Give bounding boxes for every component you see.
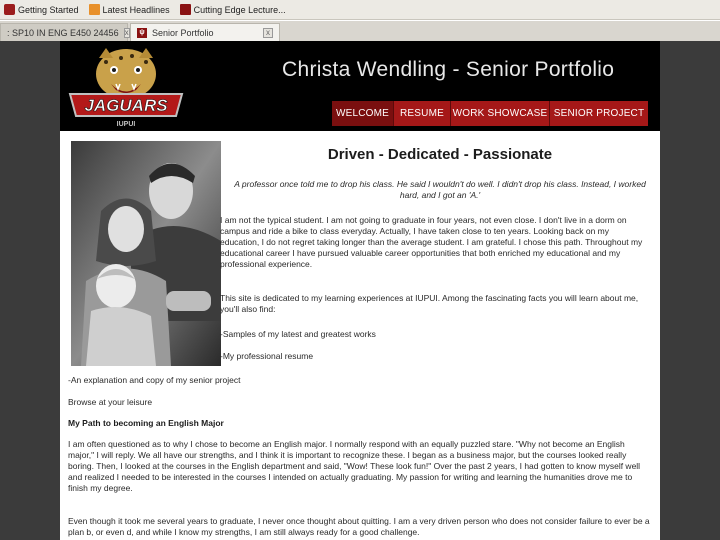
bookmark-cutting-edge[interactable] xyxy=(180,4,286,15)
nav-senior-project[interactable]: SENIOR PROJECT xyxy=(550,101,648,126)
jaguars-logo[interactable] xyxy=(66,44,186,130)
page-heading: Driven - Dedicated - Passionate xyxy=(327,146,553,163)
main-content xyxy=(60,131,660,540)
site-note-paragraph: This site is dedicated to my learning experiences at IUPUI. Among the fascinating facts you will learn about me, you'll also find: xyxy=(220,293,639,314)
main-nav xyxy=(332,101,648,126)
browse-note: Browse at your leisure xyxy=(68,397,153,407)
tab-close-icon[interactable]: x xyxy=(263,28,273,38)
browser-logo-icon xyxy=(4,4,15,15)
trident-favicon-icon: ψ xyxy=(137,28,147,38)
list-item: -Samples of my latest and greatest works xyxy=(220,329,376,339)
site-title: Christa Wendling - Senior Portfolio xyxy=(282,58,615,81)
logo-wordmark: JAGUARS xyxy=(84,96,168,115)
tab-label: Senior Portfolio xyxy=(152,27,214,38)
logo-subtext: IUPUI xyxy=(116,121,136,128)
nav-resume[interactable]: RESUME xyxy=(394,101,451,126)
site-header xyxy=(60,41,660,131)
tab-close-icon[interactable]: x xyxy=(124,27,129,37)
closing-paragraph: Even though it took me several years to graduate, I never once thought about quitting. I am a very driven person who does not consider failure to ever be a plan b, or even d, and while I know my strengths, I am still always ready for a good challenge. xyxy=(68,516,650,537)
path-paragraph: I am often questioned as to why I chose to become an English major. I normally respond with an equally puzzled stare. "Why not become an English major," I will reply. We all have our strengths, and I think it is important to recognize these. I began as a business major, but the courses looked really boring. Then, I looked at the courses in the English department and said, "Wow! These look fun!" Over the past 2 years, I had gotten to know myself well and realized I needed to be interested in the courses I intended on actually graduating. My passion for writing and learning the humanities drove me to finish my degree. xyxy=(68,439,641,493)
section-subheading: My Path to becoming an English Major xyxy=(68,418,224,428)
list-item: -My professional resume xyxy=(220,351,314,361)
family-photo xyxy=(71,141,221,366)
rss-icon xyxy=(89,4,100,15)
bookmark-label: Latest Headlines xyxy=(102,4,170,15)
intro-quote: A professor once told me to drop his class. He said I wouldn't do well. I didn't drop his class. Instead, I worked hard, and I got an 'A.' xyxy=(234,179,646,200)
tab-label: : SP10 IN ENG E450 24456 xyxy=(7,27,119,38)
bookmarks-toolbar xyxy=(0,0,720,20)
tab-senior-portfolio[interactable] xyxy=(130,23,280,41)
list-item: -An explanation and copy of my senior project xyxy=(68,375,241,385)
bookmark-label: Cutting Edge Lecture... xyxy=(193,4,286,15)
intro-paragraph: I am not the typical student. I am not going to graduate in four years, not even close. I don't live in a dorm on campus and ride a bike to class everyday. Actually, I have taken close to ten years. Looking back on my education, I do not regret taking longer than the average student. I am grateful. I chose this path. Throughout my educational career I have pursued valuable career opportunities that both enriched my educational and my professional experience. xyxy=(220,215,643,269)
trident-icon xyxy=(180,4,191,15)
bookmark-getting-started[interactable] xyxy=(4,4,79,15)
tab-course[interactable] xyxy=(0,23,128,41)
page-viewport xyxy=(0,41,720,540)
bookmark-label: Getting Started xyxy=(18,4,79,15)
tab-strip xyxy=(0,21,720,41)
bookmark-latest-headlines[interactable] xyxy=(89,4,170,15)
nav-work-showcase[interactable]: WORK SHOWCASE xyxy=(451,101,550,126)
portfolio-site xyxy=(60,41,660,540)
nav-welcome[interactable]: WELCOME xyxy=(332,101,394,126)
